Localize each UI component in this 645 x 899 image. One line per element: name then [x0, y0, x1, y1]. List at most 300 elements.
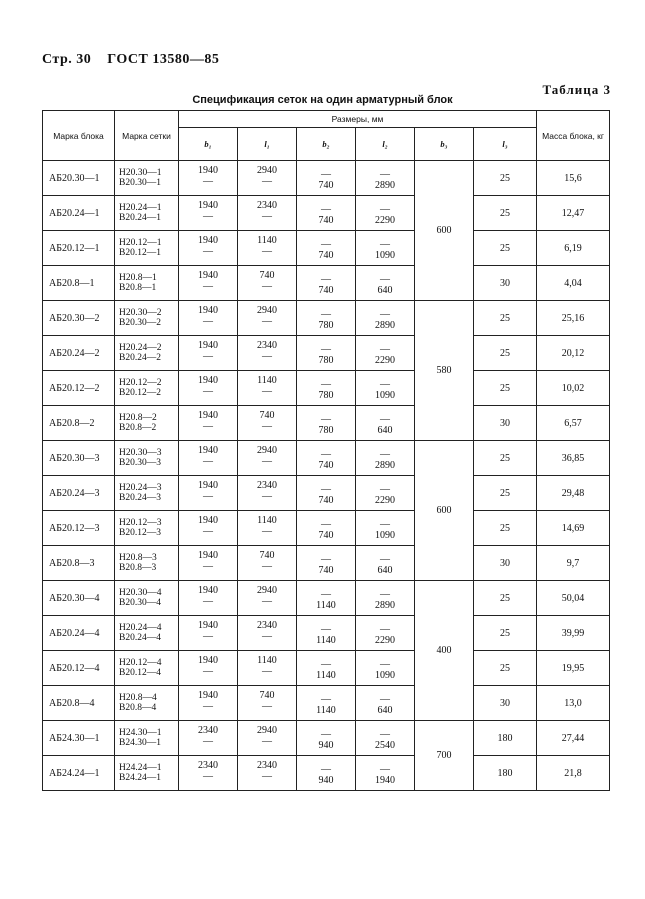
b1-cell-bottom: —	[203, 526, 213, 537]
b2-cell-bottom: 1140	[316, 635, 336, 646]
l2-cell-bottom: 1940	[375, 775, 395, 786]
l2-cell	[356, 756, 415, 791]
b1-cell	[179, 511, 238, 546]
standard-number: ГОСТ 13580—85	[107, 52, 220, 67]
l2-cell	[356, 336, 415, 371]
l1-cell	[238, 756, 297, 791]
l2-cell-top: —	[380, 624, 390, 635]
l3-cell: 25	[474, 301, 537, 336]
l2-cell-top: —	[380, 309, 390, 320]
net-mark-upper: В20.30—2	[119, 318, 161, 328]
block-mark-cell: АБ20.8—3	[43, 546, 115, 581]
mass-cell: 50,04	[537, 581, 610, 616]
b2-cell-bottom: 780	[318, 390, 334, 401]
net-mark-lower: Н20.24—1	[119, 203, 162, 213]
l2-cell-bottom: 1090	[375, 530, 395, 541]
l1-cell-bottom: —	[262, 701, 272, 712]
mass-cell: 4,04	[537, 266, 610, 301]
b1-cell	[179, 161, 238, 196]
b3-cell: 600	[415, 441, 474, 581]
l1-cell-top: 2940	[257, 165, 277, 176]
net-mark-lower: Н20.8—3	[119, 553, 157, 563]
net-mark-cell	[115, 336, 179, 371]
l1-cell-bottom: —	[262, 176, 272, 187]
b2-cell-bottom: 740	[318, 530, 334, 541]
l1-cell-bottom: —	[262, 736, 272, 747]
b1-cell-bottom: —	[203, 596, 213, 607]
net-mark-cell	[115, 266, 179, 301]
l3-cell: 30	[474, 406, 537, 441]
block-mark-cell: АБ20.30—4	[43, 581, 115, 616]
mass-cell: 20,12	[537, 336, 610, 371]
l1-cell-top: 2940	[257, 725, 277, 736]
l1-cell-top: 2940	[257, 445, 277, 456]
b1-cell-top: 2340	[198, 725, 218, 736]
b1-cell-bottom: —	[203, 771, 213, 782]
b1-cell-bottom: —	[203, 246, 213, 257]
b2-cell-top: —	[321, 484, 331, 495]
b1-cell	[179, 756, 238, 791]
b1-cell-bottom: —	[203, 491, 213, 502]
l2-cell	[356, 651, 415, 686]
b2-cell-bottom: 740	[318, 285, 334, 296]
header-b2: b₂	[297, 128, 356, 161]
l1-cell	[238, 511, 297, 546]
b3-cell: 600	[415, 161, 474, 301]
b2-cell	[297, 581, 356, 616]
b1-cell-bottom: —	[203, 386, 213, 397]
mass-cell: 21,8	[537, 756, 610, 791]
b2-cell-top: —	[321, 729, 331, 740]
b2-cell	[297, 721, 356, 756]
b1-cell-top: 1940	[198, 445, 218, 456]
l1-cell-top: 740	[259, 550, 275, 561]
header-dimensions: Размеры, мм	[179, 111, 537, 128]
b1-cell	[179, 266, 238, 301]
l1-cell-top: 2340	[257, 340, 277, 351]
net-mark-upper: В20.12—2	[119, 388, 161, 398]
b2-cell-bottom: 740	[318, 250, 334, 261]
b2-cell-bottom: 740	[318, 180, 334, 191]
b1-cell	[179, 616, 238, 651]
b2-cell-top: —	[320, 659, 331, 670]
l2-cell	[356, 301, 415, 336]
b1-cell-bottom: —	[203, 666, 213, 677]
l1-cell	[238, 476, 297, 511]
b1-cell-top: 1940	[198, 690, 218, 701]
l2-cell-top: —	[380, 589, 390, 600]
l2-cell-top: —	[380, 274, 390, 285]
b1-cell	[179, 336, 238, 371]
mass-cell: 10,02	[537, 371, 610, 406]
b2-cell	[297, 546, 356, 581]
specification-table	[42, 110, 610, 791]
net-mark-cell	[115, 301, 179, 336]
table-row	[43, 371, 610, 406]
block-mark-cell: АБ20.24—2	[43, 336, 115, 371]
b1-cell-bottom: —	[203, 631, 213, 642]
b2-cell	[297, 196, 356, 231]
l2-cell-top: —	[380, 239, 390, 250]
b3-cell: 400	[415, 581, 474, 721]
page-header	[42, 52, 231, 68]
l3-cell: 25	[474, 441, 537, 476]
b3-cell: 580	[415, 301, 474, 441]
net-mark-lower: Н20.8—4	[119, 693, 157, 703]
header-block-mark: Марка блока	[43, 111, 115, 161]
b2-cell-top: —	[321, 169, 331, 180]
l3-cell: 30	[474, 546, 537, 581]
b2-cell-top: —	[321, 344, 331, 355]
b1-cell-bottom: —	[203, 701, 213, 712]
b1-cell	[179, 371, 238, 406]
b2-cell-bottom: 780	[318, 355, 334, 366]
b1-cell	[179, 196, 238, 231]
b2-cell-bottom: 740	[318, 565, 334, 576]
net-mark-cell	[115, 196, 179, 231]
l2-cell-top: —	[380, 344, 390, 355]
net-mark-upper: В20.12—4	[119, 668, 161, 678]
b1-cell	[179, 301, 238, 336]
mass-cell: 6,19	[537, 231, 610, 266]
table-row	[43, 161, 610, 196]
b2-cell	[297, 441, 356, 476]
net-mark-lower: Н20.24—4	[119, 623, 162, 633]
net-mark-cell	[115, 686, 179, 721]
table-row	[43, 301, 610, 336]
l1-cell-top: 1140	[257, 655, 277, 666]
l3-cell: 25	[474, 371, 537, 406]
block-mark-cell: АБ20.8—1	[43, 266, 115, 301]
net-mark-cell	[115, 441, 179, 476]
block-mark-cell: АБ20.12—3	[43, 511, 115, 546]
l1-cell-bottom: —	[262, 596, 272, 607]
b1-cell	[179, 476, 238, 511]
page-number: Стр. 30	[42, 52, 92, 67]
block-mark-cell: АБ20.30—1	[43, 161, 115, 196]
net-mark-upper: В20.30—1	[119, 178, 161, 188]
net-mark-lower: Н20.30—2	[119, 308, 162, 318]
b1-cell	[179, 406, 238, 441]
l1-cell	[238, 406, 297, 441]
l1-cell-bottom: —	[262, 316, 272, 327]
b1-cell-top: 1940	[198, 340, 218, 351]
net-mark-cell	[115, 581, 179, 616]
net-mark-upper: В20.24—1	[119, 213, 161, 223]
b2-cell-top: —	[321, 554, 331, 565]
l2-cell-top: —	[380, 519, 390, 530]
l2-cell	[356, 266, 415, 301]
net-mark-upper: В20.12—3	[119, 528, 161, 538]
l1-cell-bottom: —	[262, 631, 272, 642]
b1-cell-bottom: —	[203, 421, 213, 432]
b1-cell	[179, 441, 238, 476]
b2-cell-bottom: 780	[318, 320, 334, 331]
l2-cell-bottom: 1090	[375, 390, 395, 401]
net-mark-lower: Н20.24—3	[119, 483, 162, 493]
net-mark-upper: В20.30—3	[119, 458, 161, 468]
l1-cell-bottom: —	[261, 246, 272, 257]
l2-cell-top: —	[380, 169, 390, 180]
b1-cell	[179, 651, 238, 686]
b2-cell	[297, 476, 356, 511]
l2-cell	[356, 581, 415, 616]
block-mark-cell: АБ24.30—1	[43, 721, 115, 756]
l3-cell: 30	[474, 266, 537, 301]
b1-cell-bottom: —	[203, 736, 213, 747]
l3-cell: 25	[474, 161, 537, 196]
l1-cell	[238, 231, 297, 266]
table-title: Спецификация сеток на один арматурный блок	[192, 94, 453, 106]
net-mark-lower: Н20.12—2	[119, 378, 162, 388]
l1-cell-top: 2340	[257, 200, 277, 211]
l1-cell-bottom: —	[261, 526, 272, 537]
b2-cell	[297, 651, 356, 686]
b1-cell-top: 1940	[198, 655, 218, 666]
b2-cell-top: —	[321, 519, 331, 530]
net-mark-upper: В20.30—4	[119, 598, 161, 608]
l3-cell: 25	[474, 196, 537, 231]
b1-cell-top: 1940	[198, 270, 218, 281]
net-mark-upper: В20.8—3	[119, 563, 157, 573]
net-mark-cell	[115, 476, 179, 511]
l1-cell-bottom: —	[262, 491, 272, 502]
l2-cell	[356, 371, 415, 406]
b2-cell-top: —	[320, 624, 331, 635]
l2-cell-bottom: 640	[377, 425, 393, 436]
mass-cell: 9,7	[537, 546, 610, 581]
net-mark-cell	[115, 231, 179, 266]
net-mark-lower: Н20.12—1	[119, 238, 162, 248]
b2-cell	[297, 406, 356, 441]
b2-cell-bottom: 1140	[316, 705, 336, 716]
net-mark-cell	[115, 546, 179, 581]
net-mark-lower: Н20.8—1	[119, 273, 157, 283]
l3-cell: 25	[474, 581, 537, 616]
l1-cell-top: 2340	[257, 620, 277, 631]
b1-cell	[179, 686, 238, 721]
net-mark-upper: В20.24—2	[119, 353, 161, 363]
table-row	[43, 266, 610, 301]
l3-cell: 25	[474, 476, 537, 511]
b2-cell	[297, 301, 356, 336]
b2-cell-top: —	[320, 694, 331, 705]
b2-cell	[297, 266, 356, 301]
block-mark-cell: АБ20.12—2	[43, 371, 115, 406]
net-mark-upper: В24.30—1	[119, 738, 161, 748]
block-mark-cell: АБ20.24—1	[43, 196, 115, 231]
l2-cell-bottom: 640	[377, 285, 393, 296]
b1-cell-top: 1940	[198, 585, 218, 596]
table-body	[43, 161, 610, 791]
l2-cell	[356, 161, 415, 196]
l2-cell-top: —	[380, 379, 390, 390]
l2-cell-top: —	[380, 729, 390, 740]
l2-cell	[356, 231, 415, 266]
b1-cell-bottom: —	[203, 211, 213, 222]
net-mark-upper: В20.24—4	[119, 633, 161, 643]
b2-cell	[297, 231, 356, 266]
b2-cell	[297, 511, 356, 546]
l2-cell-top: —	[380, 764, 390, 775]
l1-cell	[238, 336, 297, 371]
header-l3: l₃	[474, 128, 537, 161]
b1-cell-top: 1940	[198, 375, 218, 386]
net-mark-cell	[115, 756, 179, 791]
b2-cell-bottom: 940	[318, 775, 334, 786]
b1-cell-bottom: —	[203, 281, 213, 292]
l3-cell: 180	[474, 721, 537, 756]
mass-cell: 29,48	[537, 476, 610, 511]
table-row	[43, 651, 610, 686]
b2-cell-top: —	[321, 204, 331, 215]
mass-cell: 25,16	[537, 301, 610, 336]
l1-cell-bottom: —	[262, 561, 272, 572]
l1-cell-top: 2340	[257, 760, 277, 771]
b1-cell-top: 2340	[198, 760, 218, 771]
header-mass: Масса блока, кг	[537, 111, 610, 161]
table-row	[43, 336, 610, 371]
l2-cell-bottom: 2290	[375, 635, 395, 646]
l1-cell	[238, 616, 297, 651]
b1-cell	[179, 721, 238, 756]
block-mark-cell: АБ20.8—4	[43, 686, 115, 721]
net-mark-cell	[115, 616, 179, 651]
net-mark-cell	[115, 511, 179, 546]
net-mark-lower: Н20.24—2	[119, 343, 162, 353]
l3-cell: 25	[474, 616, 537, 651]
b1-cell-bottom: —	[203, 316, 213, 327]
b1-cell-top: 1940	[198, 515, 218, 526]
l3-cell: 25	[474, 231, 537, 266]
l1-cell	[238, 161, 297, 196]
b2-cell-bottom: 780	[318, 425, 334, 436]
b2-cell	[297, 161, 356, 196]
net-mark-cell	[115, 721, 179, 756]
l2-cell	[356, 616, 415, 651]
mass-cell: 12,47	[537, 196, 610, 231]
l2-cell-bottom: 2290	[375, 215, 395, 226]
l1-cell-top: 2940	[257, 585, 277, 596]
table-label: Таблица 3	[542, 82, 611, 97]
mass-cell: 15,6	[537, 161, 610, 196]
l2-cell	[356, 196, 415, 231]
b1-cell-top: 1940	[198, 235, 218, 246]
b2-cell	[297, 756, 356, 791]
b1-cell-top: 1940	[198, 165, 218, 176]
l2-cell-bottom: 640	[377, 565, 393, 576]
b2-cell	[297, 616, 356, 651]
b2-cell-top: —	[321, 449, 331, 460]
l2-cell	[356, 546, 415, 581]
net-mark-upper: В20.8—1	[119, 283, 157, 293]
l3-cell: 25	[474, 511, 537, 546]
l2-cell-top: —	[380, 694, 390, 705]
l2-cell-bottom: 2290	[375, 355, 395, 366]
l1-cell	[238, 371, 297, 406]
header-net-mark: Марка сетки	[115, 111, 179, 161]
b2-cell-bottom: 940	[318, 740, 334, 751]
table-row	[43, 581, 610, 616]
table-row	[43, 721, 610, 756]
mass-cell: 36,85	[537, 441, 610, 476]
l2-cell	[356, 406, 415, 441]
b1-cell-top: 1940	[198, 620, 218, 631]
net-mark-cell	[115, 406, 179, 441]
net-mark-lower: Н20.12—3	[119, 518, 162, 528]
l1-cell	[238, 546, 297, 581]
block-mark-cell: АБ20.12—4	[43, 651, 115, 686]
b1-cell-bottom: —	[203, 351, 213, 362]
l1-cell	[238, 196, 297, 231]
l1-cell	[238, 721, 297, 756]
mass-cell: 39,99	[537, 616, 610, 651]
b2-cell	[297, 336, 356, 371]
l2-cell-bottom: 2890	[375, 600, 395, 611]
l1-cell-top: 2940	[257, 305, 277, 316]
b1-cell-bottom: —	[203, 176, 213, 187]
l3-cell: 30	[474, 686, 537, 721]
table-row	[43, 476, 610, 511]
b1-cell	[179, 581, 238, 616]
block-mark-cell: АБ20.24—3	[43, 476, 115, 511]
l1-cell-top: 1140	[257, 235, 277, 246]
b2-cell-top: —	[321, 379, 331, 390]
l1-cell-bottom: —	[262, 421, 272, 432]
l2-cell	[356, 686, 415, 721]
l1-cell-bottom: —	[261, 386, 272, 397]
block-mark-cell: АБ20.24—4	[43, 616, 115, 651]
l1-cell-top: 740	[259, 410, 275, 421]
b2-cell-bottom: 1140	[316, 600, 336, 611]
mass-cell: 27,44	[537, 721, 610, 756]
header-l2: l₂	[356, 128, 415, 161]
b2-cell-top: —	[321, 764, 331, 775]
l2-cell	[356, 511, 415, 546]
net-mark-upper: В20.8—4	[119, 703, 157, 713]
table-row	[43, 511, 610, 546]
l1-cell-bottom: —	[262, 351, 272, 362]
table-row	[43, 196, 610, 231]
l2-cell-top: —	[380, 484, 390, 495]
header-l1: l₁	[238, 128, 297, 161]
l1-cell	[238, 581, 297, 616]
l2-cell-top: —	[380, 659, 390, 670]
l3-cell: 180	[474, 756, 537, 791]
b1-cell-bottom: —	[203, 561, 213, 572]
l1-cell-bottom: —	[262, 771, 272, 782]
b2-cell	[297, 371, 356, 406]
table-row	[43, 686, 610, 721]
net-mark-lower: Н24.30—1	[119, 728, 162, 738]
l2-cell	[356, 476, 415, 511]
net-mark-lower: Н20.30—3	[119, 448, 162, 458]
net-mark-cell	[115, 161, 179, 196]
block-mark-cell: АБ20.30—3	[43, 441, 115, 476]
header-b1: b₁	[179, 128, 238, 161]
l1-cell	[238, 266, 297, 301]
table-row	[43, 546, 610, 581]
net-mark-lower: Н24.24—1	[119, 763, 162, 773]
b1-cell-top: 1940	[198, 305, 218, 316]
net-mark-lower: Н20.12—4	[119, 658, 162, 668]
table-row	[43, 616, 610, 651]
b2-cell-bottom: 1140	[316, 670, 336, 681]
b1-cell	[179, 231, 238, 266]
block-mark-cell: АБ20.30—2	[43, 301, 115, 336]
l2-cell-bottom: 2890	[375, 320, 395, 331]
l1-cell	[238, 441, 297, 476]
